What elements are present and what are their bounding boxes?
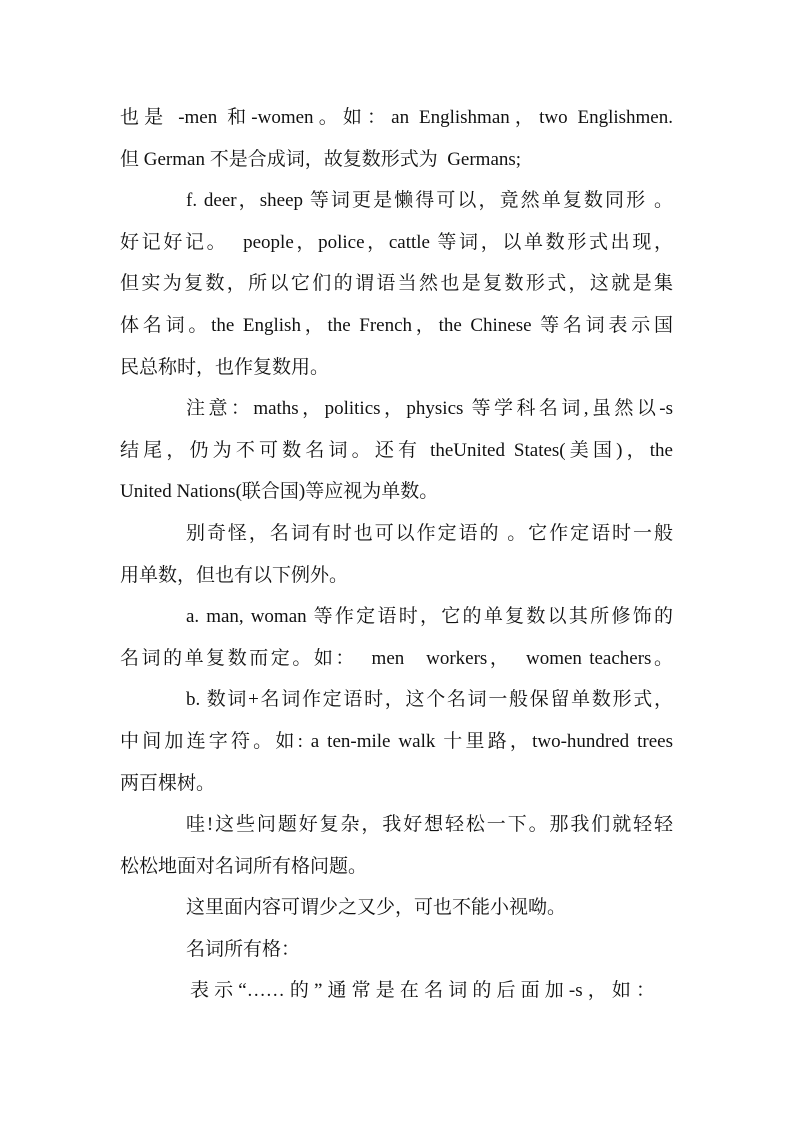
text-line: f. deer，sheep 等词更是懒得可以，竟然单复数同形 。 xyxy=(186,190,673,212)
text-line: United Nations(联合国)等应视为单数。 xyxy=(120,481,439,503)
text-line: 好记好记。 people，police，cattle 等词，以单数形式出现， xyxy=(120,231,673,253)
text-line: 用单数，但也有以下例外。 xyxy=(120,564,349,586)
text-line: 松松地面对名词所有格问题。 xyxy=(120,855,368,877)
paragraph-exception-a xyxy=(120,596,673,679)
paragraph-exception-b xyxy=(120,679,673,804)
text-line: 注意：maths，politics，physics 等学科名词,虽然以-s xyxy=(186,398,673,420)
document-page xyxy=(120,97,673,1012)
text-line: 也是 -men 和-women。如：an Englishman，two Englishmen. xyxy=(120,107,673,128)
text-line: 结尾，仍为不可数名词。还有 theUnited States(美国)，the xyxy=(120,439,673,461)
text-line: a. man, woman 等作定语时，它的单复数以其所修饰的 xyxy=(186,606,673,628)
text-line: 名词的单复数而定。如： men workers， women teachers。 xyxy=(120,647,673,669)
paragraph-same-form xyxy=(120,180,673,388)
text-line: 别奇怪，名词有时也可以作定语的 。它作定语时一般 xyxy=(186,522,673,544)
text-line: 名词所有格： xyxy=(186,938,301,960)
text-line: 中间加连字符。如: a ten-mile walk 十里路，two-hundred trees xyxy=(120,730,673,752)
text-line: 民总称时，也作复数用。 xyxy=(120,356,330,378)
text-line: 两百棵树。 xyxy=(120,772,216,794)
section-heading-possessive xyxy=(120,929,673,971)
text-line: 但实为复数，所以它们的谓语当然也是复数形式，这就是集 xyxy=(120,273,673,295)
text-line: 这里面内容可谓少之又少，可也不能小视呦。 xyxy=(186,897,567,919)
text-line: 哇!这些问题好复杂，我好想轻松一下。那我们就轻轻 xyxy=(186,814,673,836)
paragraph-possessive-intro xyxy=(120,804,673,887)
paragraph-note xyxy=(120,388,673,513)
text-line: 体名词。the English，the French，the Chinese 等名词表示国 xyxy=(120,314,673,336)
paragraph-noun-attributive xyxy=(120,513,673,596)
text-line: b. 数词+名词作定语时，这个名词一般保留单数形式， xyxy=(186,689,673,711)
text-line: 但 German 不是合成词，故复数形式为 Germans; xyxy=(120,148,522,170)
paragraph-content-note xyxy=(120,887,673,929)
paragraph-plural-compound xyxy=(120,97,673,180)
paragraph-possessive-rule xyxy=(120,970,673,1012)
text-line: 表示“……的”通常是在名词的后面加-s，如： xyxy=(190,980,655,1002)
